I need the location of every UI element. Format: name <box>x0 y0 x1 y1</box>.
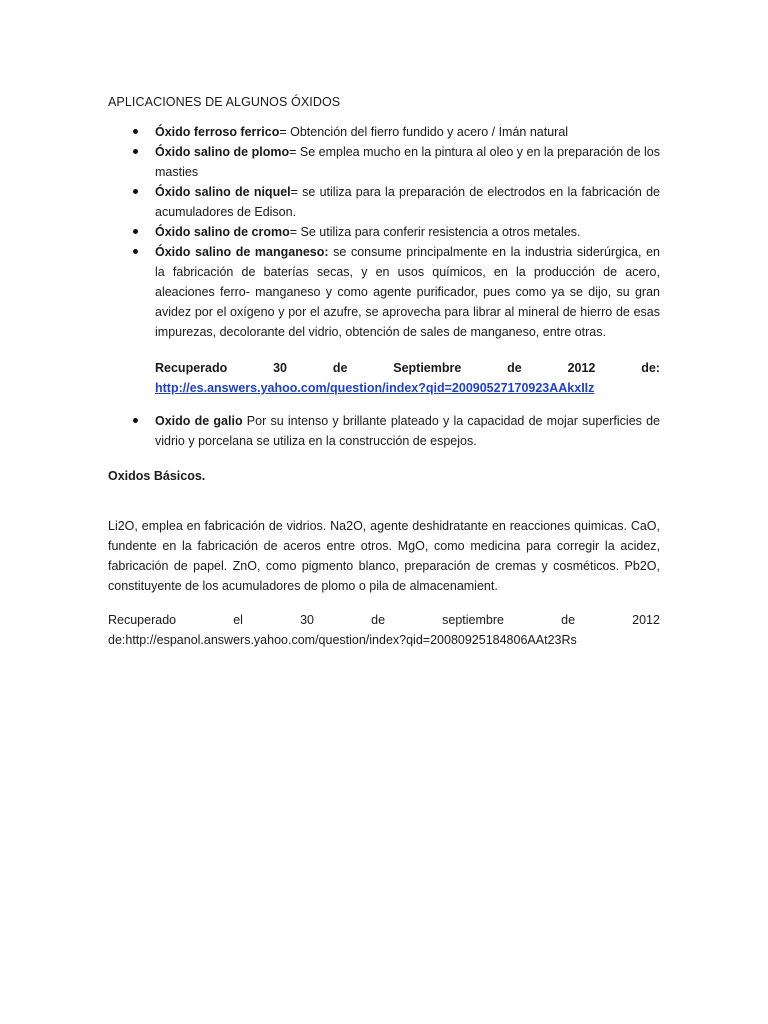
oxide-description: se consume principalmente en la industria siderúrgica, en la fabricación de baterías secas, y en usos químicos, en la producción de acero, aleaciones ferro- manganeso y como agente purificador, pues como ya se dijo, su gran avidez por el oxígeno y por el azufre, se aprovecha para librar al mineral de hierro de esas impurezas, decolorante del vidrio, obtención de sales de manganeso, entre otras. <box>155 245 660 339</box>
oxide-description: = Obtención del fierro fundido y acero / Imán natural <box>279 125 569 139</box>
reference-word: Recuperado <box>108 613 177 627</box>
oxide-term: Óxido salino de cromo <box>155 225 290 239</box>
reference-word: 2012 <box>567 361 596 375</box>
reference-word: de <box>332 361 348 375</box>
oxide-description: = se utiliza para la preparación de electrodos en la fabricación de acumuladores de Edison. <box>155 185 660 219</box>
reference-word: de: <box>641 361 660 375</box>
oxide-description: = Se emplea mucho en la pintura al oleo y en la preparación de los masties <box>155 145 660 179</box>
oxide-description: = Se utiliza para conferir resistencia a otros metales. <box>289 225 581 239</box>
reference-link[interactable]: http://es.answers.yahoo.com/question/index?qid=20090527170923AAkxIIz <box>155 381 595 395</box>
reference-word: septiembre <box>442 613 504 627</box>
list-item <box>108 411 660 451</box>
oxide-applications-list-2 <box>108 411 660 451</box>
reference-line <box>155 358 660 378</box>
oxide-term: Óxido salino de niquel <box>155 185 291 199</box>
reference-url-text: de:http://espanol.answers.yahoo.com/question/index?qid=20080925184806AAt23Rs <box>108 633 577 647</box>
oxide-term: Óxido ferroso ferrico <box>155 125 280 139</box>
reference-word: el <box>233 613 243 627</box>
oxide-term: Óxido salino de manganeso: <box>155 245 329 259</box>
section-subheading: Oxidos Básicos. <box>108 469 206 483</box>
reference-word: de <box>561 613 576 627</box>
reference-word: 30 <box>273 361 287 375</box>
reference-word: Recuperado <box>155 361 228 375</box>
reference-citation-1 <box>155 358 660 398</box>
reference-word: 2012 <box>632 613 660 627</box>
oxide-term: Oxido de galio <box>155 414 243 428</box>
oxide-description: Por su intenso y brillante plateado y la capacidad de mojar superficies de vidrio y porcelana se utiliza en la construcción de espejos. <box>155 414 661 448</box>
reference-word: de <box>371 613 386 627</box>
list-item <box>108 122 660 142</box>
reference-word: de <box>507 361 522 375</box>
list-item <box>108 222 660 242</box>
reference-word: 30 <box>300 613 314 627</box>
oxide-term: Óxido salino de plomo <box>155 145 290 159</box>
list-item <box>108 182 660 222</box>
page-heading: APLICACIONES DE ALGUNOS ÓXIDOS <box>108 95 341 109</box>
list-item <box>108 142 660 182</box>
reference-word: Septiembre <box>393 361 462 375</box>
reference-line <box>108 610 660 630</box>
oxide-applications-list <box>108 122 660 342</box>
basic-oxides-paragraph: Li2O, emplea en fabricación de vidrios. Na2O, agente deshidratante en reacciones quimicas. CaO, fundente en la fabricación de aceros entre otros. MgO, como medicina para corregir la acidez, fabricación de papel. ZnO, como pigmento blanco, preparación de cremas y cosméticos. Pb2O, constituyente de los acumuladores de plomo o pila de almacenamient. <box>108 519 660 593</box>
reference-citation-2 <box>108 610 660 650</box>
list-item <box>108 242 660 342</box>
